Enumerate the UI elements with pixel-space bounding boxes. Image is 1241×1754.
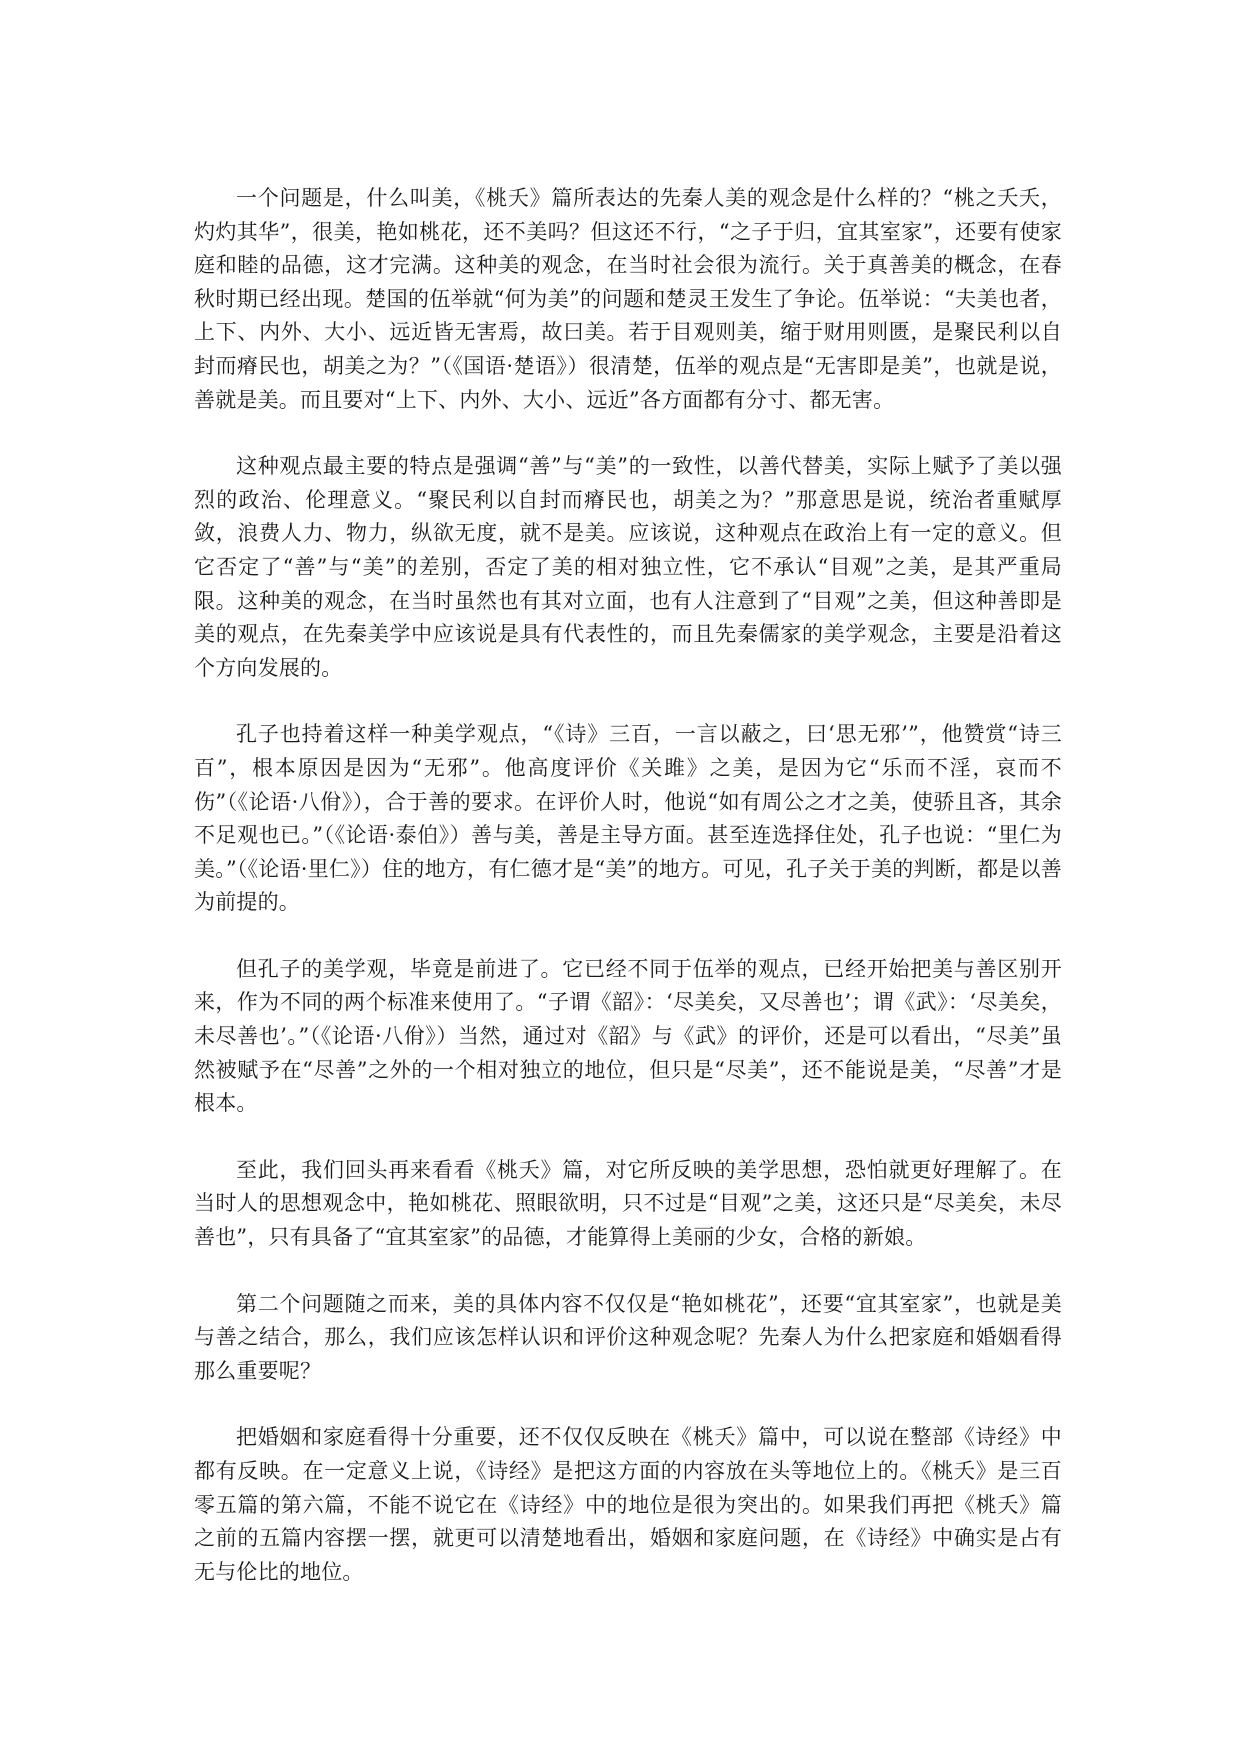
paragraph-6: 第二个问题随之而来，美的具体内容不仅仅是“艳如桃花”，还要“宜其室家”，也就是美与善之结合，那么，我们应该怎样认识和评价这种观念呢？先秦人为什么把家庭和婚姻看得那么重要呢？ xyxy=(194,1291,1062,1383)
paragraph-5: 至此，我们回头再来看看《桃夭》篇，对它所反映的美学思想，恐怕就更好理解了。在当时人的思想观念中，艳如桃花、照眼欲明，只不过是“目观”之美，这还只是“尽美矣，未尽善也”，只有具备了“宜其室家”的品德，才能算得上美丽的少女，合格的新娘。 xyxy=(194,1157,1062,1250)
paragraph-4: 但孔子的美学观，毕竟是前进了。它已经不同于伍举的观点，已经开始把美与善区别开来，作为不同的两个标准来使用了。“子谓《韶》：‘尽美矣，又尽善也’；谓《武》：‘尽美矣，未尽善也’。”（《论语·八佾》）当然，通过对《韶》与《武》的评价，还是可以看出，“尽美”虽然被赋予在“尽善”之外的一个相对独立的地位，但只是“尽美”，还不能说是美，“尽善”才是根本。 xyxy=(194,956,1062,1116)
paragraph-7: 把婚姻和家庭看得十分重要，还不仅仅反映在《桃夭》篇中，可以说在整部《诗经》中都有反映。在一定意义上说，《诗经》是把这方面的内容放在头等地位上的。《桃夭》是三百零五篇的第六篇，不能不说它在《诗经》中的地位是很为突出的。如果我们再把《桃夭》篇之前的五篇内容摆一摆，就更可以清楚地看出，婚姻和家庭问题，在《诗经》中确实是占有无与伦比的地位。 xyxy=(194,1425,1062,1584)
paragraph-3: 孔子也持着这样一种美学观点，“《诗》三百，一言以蔽之，曰‘思无邪’”，他赞赏“诗三百”，根本原因是因为“无邪”。他高度评价《关雎》之美，是因为它“乐而不淫，哀而不伤”（《论语·八佾》），合于善的要求。在评价人时，他说“如有周公之才之美，使骄且吝，其余不足观也已。”（《论语·泰伯》）善与美，善是主导方面。甚至连选择住处，孔子也说：“里仁为美。”（《论语·里仁》）住的地方，有仁德才是“美”的地方。可见，孔子关于美的判断，都是以善为前提的。 xyxy=(194,722,1062,915)
body-text xyxy=(194,182,1062,1622)
paragraph-1: 一个问题是，什么叫美，《桃夭》篇所表达的先秦人美的观念是什么样的？“桃之夭夭，灼灼其华”，很美，艳如桃花，还不美吗？但这还不行，“之子于归，宜其室家”，还要有使家庭和睦的品德，这才完满。这种美的观念，在当时社会很为流行。关于真善美的概念，在春秋时期已经出现。楚国的伍举就“何为美”的问题和楚灵王发生了争论。伍举说：“夫美也者，上下、内外、大小、远近皆无害焉，故曰美。若于目观则美，缩于财用则匮，是聚民利以自封而瘠民也，胡美之为？”（《国语·楚语》）很清楚，伍举的观点是“无害即是美”，也就是说，善就是美。而且要对“上下、内外、大小、远近”各方面都有分寸、都无害。 xyxy=(194,186,1062,412)
paragraph-2: 这种观点最主要的特点是强调“善”与“美”的一致性，以善代替美，实际上赋予了美以强烈的政治、伦理意义。“聚民利以自封而瘠民也，胡美之为？”那意思是说，统治者重赋厚敛，浪费人力、物力，纵欲无度，就不是美。应该说，这种观点在政治上有一定的意义。但它否定了“善”与“美”的差别，否定了美的相对独立性，它不承认“目观”之美，是其严重局限。这种美的观念，在当时虽然也有其对立面，也有人注意到了“目观”之美，但这种善即是美的观点，在先秦美学中应该说是具有代表性的，而且先秦儒家的美学观念，主要是沿着这个方向发展的。 xyxy=(194,454,1062,680)
